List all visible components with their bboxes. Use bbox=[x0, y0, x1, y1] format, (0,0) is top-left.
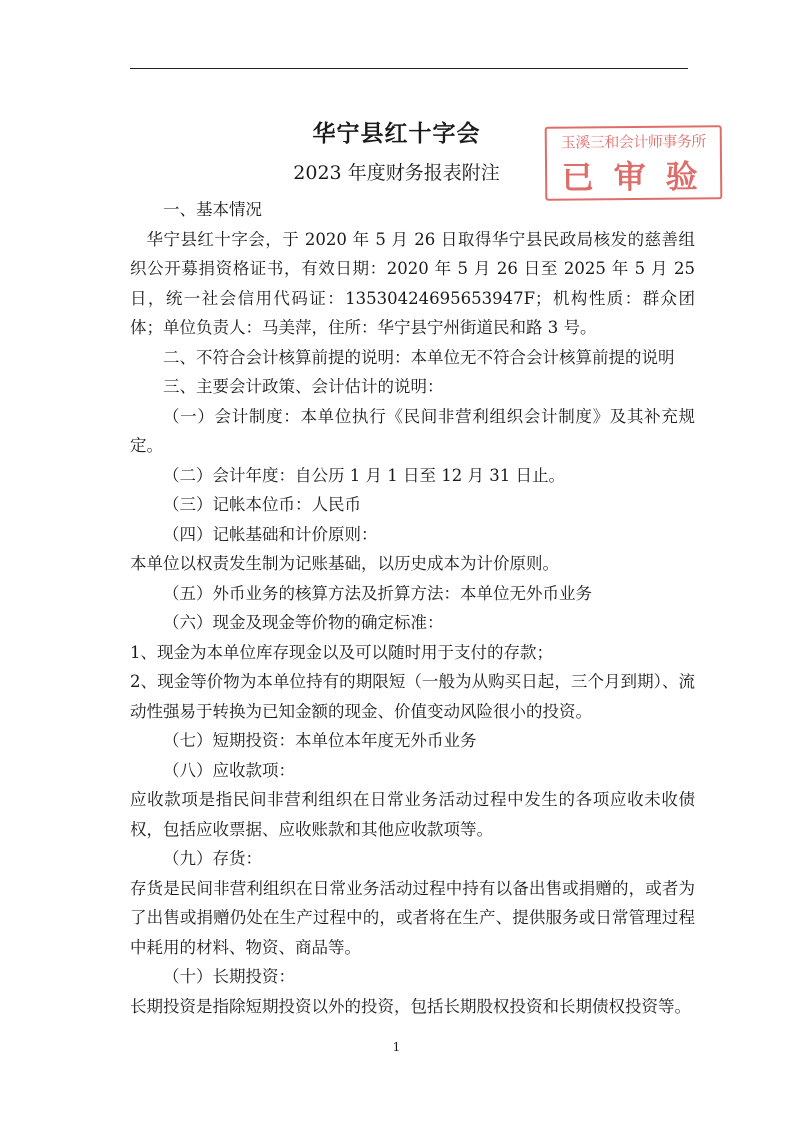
paragraph: 存货是民间非营利组织在日常业务活动过程中持有以备出售或捐赠的，或者为了出售或捐赠仍处在生产过程中的，或者将在生产、提供服务或日常管理过程中耗用的材料、物资、商品等。 bbox=[130, 878, 695, 957]
list-item: 1、现金为本单位库存现金以及可以随时用于支付的存款； bbox=[130, 642, 553, 662]
subsection: （八）应收款项： bbox=[163, 760, 295, 780]
subsection: （五）外币业务的核算方法及折算方法：本单位无外币业务 bbox=[163, 583, 592, 603]
section-heading: 三、主要会计政策、会计估计的说明： bbox=[163, 377, 444, 396]
paragraph: 长期投资是指除短期投资以外的投资，包括长期股权投资和长期债权投资等。 bbox=[130, 996, 691, 1016]
page-number: 1 bbox=[392, 1040, 401, 1054]
paragraph: 应收款项是指民间非营利组织在日常业务活动过程中发生的各项应收未收债权，包括应收票据、应收账款和其他应收款项等。 bbox=[130, 790, 695, 839]
subsection: （六）现金及现金等价物的确定标准： bbox=[163, 613, 444, 632]
subsection: （七）短期投资：本单位本年度无外币业务 bbox=[163, 731, 477, 750]
document-subtitle: 2023 年度财务报表附注 bbox=[293, 162, 500, 184]
subsection: （九）存货： bbox=[163, 849, 262, 868]
section-heading: 二、不符合会计核算前提的说明：本单位无不符合会计核算前提的说明 bbox=[163, 347, 675, 367]
subsection: （二）会计年度：自公历 1 月 1 日至 12 月 31 日止。 bbox=[163, 465, 565, 485]
subsection: （十）长期投资： bbox=[163, 967, 295, 986]
section-heading: 一、基本情况 bbox=[163, 200, 262, 219]
stamp-firm-name: 玉溪三和会计师事务所 bbox=[560, 132, 706, 152]
list-item: 2、现金等价物为本单位持有的期限短（一般为从购买日起，三个月到期）、流动性强易于转换为已知金额的现金、价值变动风险很小的投资。 bbox=[130, 672, 695, 721]
stamp-verified-text: 已审验 bbox=[561, 157, 718, 197]
subsection: （一）会计制度：本单位执行《民间非营利组织会计制度》及其补充规定。 bbox=[130, 406, 695, 455]
paragraph: 本单位以权责发生制为记账基础，以历史成本为计价原则。 bbox=[130, 554, 559, 573]
notes-body bbox=[130, 195, 695, 1021]
header-rule bbox=[130, 68, 688, 69]
subsection: （四）记帐基础和计价原则： bbox=[163, 524, 378, 544]
document-title: 华宁县红十字会 bbox=[312, 121, 481, 147]
paragraph: 华宁县红十字会，于 2020 年 5 月 26 日取得华宁县民政局核发的慈善组织公开募捐资格证书，有效日期：2020 年 5 月 26 日至 2025 年 5 月 25 日，统一社会信用代码证：13530424695653947F；机构性质：群众团体；单位负责人：马美萍，住所：华宁县宁州街道民和路 3 号。 bbox=[130, 229, 695, 337]
audit-stamp bbox=[545, 125, 723, 201]
subsection: （三）记帐本位币：人民币 bbox=[163, 495, 361, 514]
